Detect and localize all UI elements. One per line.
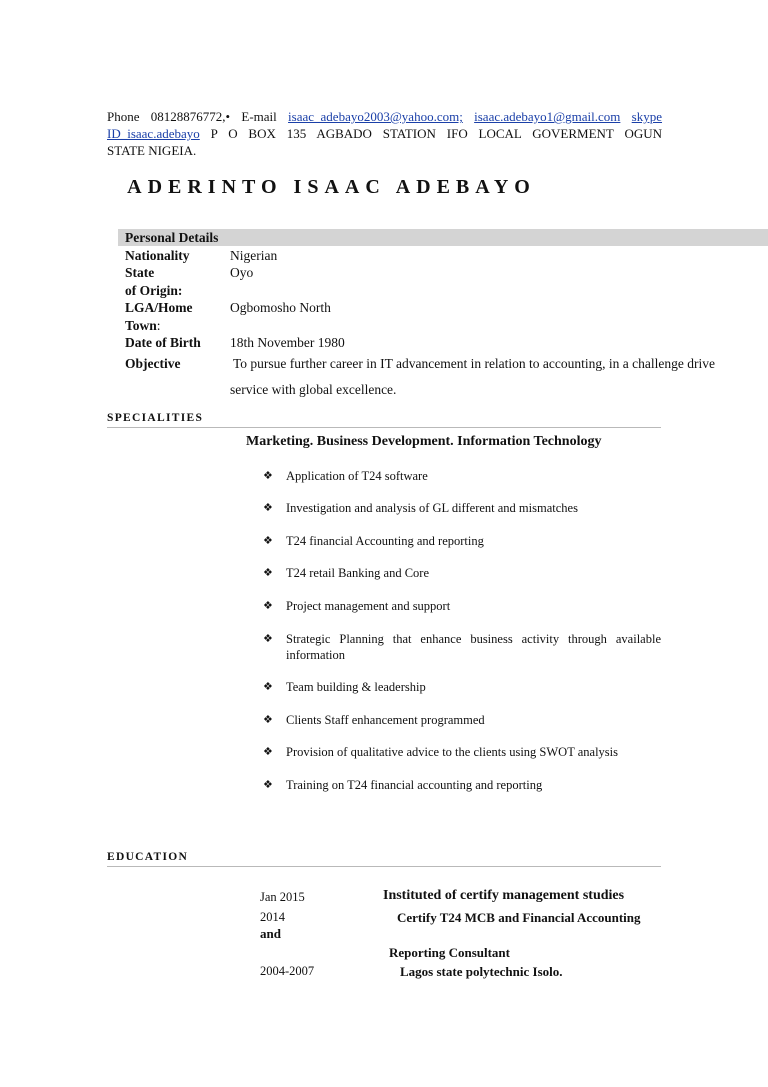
phone-text: Phone 08128876772,• E-mail — [107, 109, 289, 124]
nationality-label: Nationality — [125, 248, 190, 263]
state-label-1: State — [125, 265, 155, 280]
dob-value: 18th November 1980 — [230, 335, 345, 350]
diamond-bullet-icon: ❖ — [263, 681, 273, 693]
education-date: Jan 2015 — [260, 890, 305, 904]
email-link-yahoo[interactable]: isaac_adebayo2003@yahoo.com; — [288, 109, 463, 124]
education-title: EDUCATION — [107, 851, 189, 863]
objective-line-1: To pursue further career in IT advancement in relation to accounting, in a challenge drive — [233, 356, 715, 371]
name-heading-wrap — [0, 176, 768, 199]
specialities-headline: Marketing. Business Development. Information Technology — [246, 434, 602, 449]
lga-value: Ogbomosho North — [230, 300, 331, 315]
diamond-bullet-icon: ❖ — [263, 633, 273, 645]
speciality-item: ❖ T24 retail Banking and Core — [263, 566, 430, 580]
skype-link-a[interactable]: skype — [631, 109, 663, 124]
speciality-item: ❖ Investigation and analysis of GL different and mismatches — [263, 501, 578, 515]
education-desc: Certify T24 MCB and Financial Accounting — [397, 910, 641, 925]
candidate-name: ADERINTO ISAAC ADEBAYO — [127, 176, 536, 198]
lga-label-2 — [125, 318, 161, 334]
diamond-bullet-icon: ❖ — [263, 502, 273, 514]
diamond-bullet-icon: ❖ — [263, 746, 273, 758]
diamond-bullet-icon: ❖ — [263, 535, 273, 547]
specialities-title: SPECIALITIES — [107, 412, 204, 424]
objective-line-2: service with global excellence. — [230, 382, 397, 397]
objective-label: Objective — [125, 356, 181, 371]
skype-link-b[interactable]: ID_isaac.adebayo — [107, 126, 200, 141]
email-link-gmail[interactable]: isaac.adebayo1@gmail.com — [474, 109, 621, 124]
address-text: P O BOX 135 AGBADO STATION IFO LOCAL GOVERMENT OGUN — [210, 126, 662, 141]
personal-details-title: Personal Details — [125, 230, 219, 245]
state-label-2: of Origin: — [125, 283, 183, 298]
education-desc: Instituted of certify management studies — [383, 888, 625, 903]
diamond-bullet-icon: ❖ — [263, 600, 273, 612]
lga-label-town: Town — [125, 318, 157, 333]
specialities-rule — [107, 427, 661, 428]
diamond-bullet-icon: ❖ — [263, 714, 273, 726]
diamond-bullet-icon: ❖ — [263, 470, 273, 482]
speciality-item: ❖ Training on T24 financial accounting and reporting — [263, 778, 543, 792]
lga-label-1: LGA/Home — [125, 300, 193, 315]
speciality-item: ❖ Clients Staff enhancement programmed — [263, 713, 485, 727]
education-date-suffix: and — [260, 926, 281, 941]
diamond-bullet-icon: ❖ — [263, 567, 273, 579]
lga-label-colon: : — [156, 318, 161, 333]
contact-line-1 — [107, 108, 662, 125]
education-rule — [107, 866, 661, 867]
contact-block — [107, 108, 662, 159]
speciality-item: ❖ Application of T24 software — [263, 469, 428, 483]
dob-label: Date of Birth — [125, 335, 201, 350]
nationality-value: Nigerian — [230, 248, 278, 263]
diamond-bullet-icon: ❖ — [263, 779, 273, 791]
education-desc-cont: Reporting Consultant — [389, 945, 510, 960]
speciality-item: ❖ T24 financial Accounting and reporting — [263, 534, 484, 548]
state-value: Oyo — [230, 265, 254, 280]
education-date: 2004-2007 — [260, 964, 315, 978]
education-desc: Lagos state polytechnic Isolo. — [400, 964, 563, 979]
speciality-item: ❖ Project management and support — [263, 599, 451, 613]
education-date: 2014 — [260, 910, 285, 924]
speciality-item: ❖ Strategic Planning that enhance business activity through available information — [263, 632, 661, 662]
speciality-item: ❖ Provision of qualitative advice to the clients using SWOT analysis — [263, 745, 619, 759]
contact-line-3: STATE NIGEIA. — [107, 143, 197, 158]
speciality-item: ❖ Team building & leadership — [263, 680, 426, 694]
contact-line-2 — [107, 125, 662, 142]
